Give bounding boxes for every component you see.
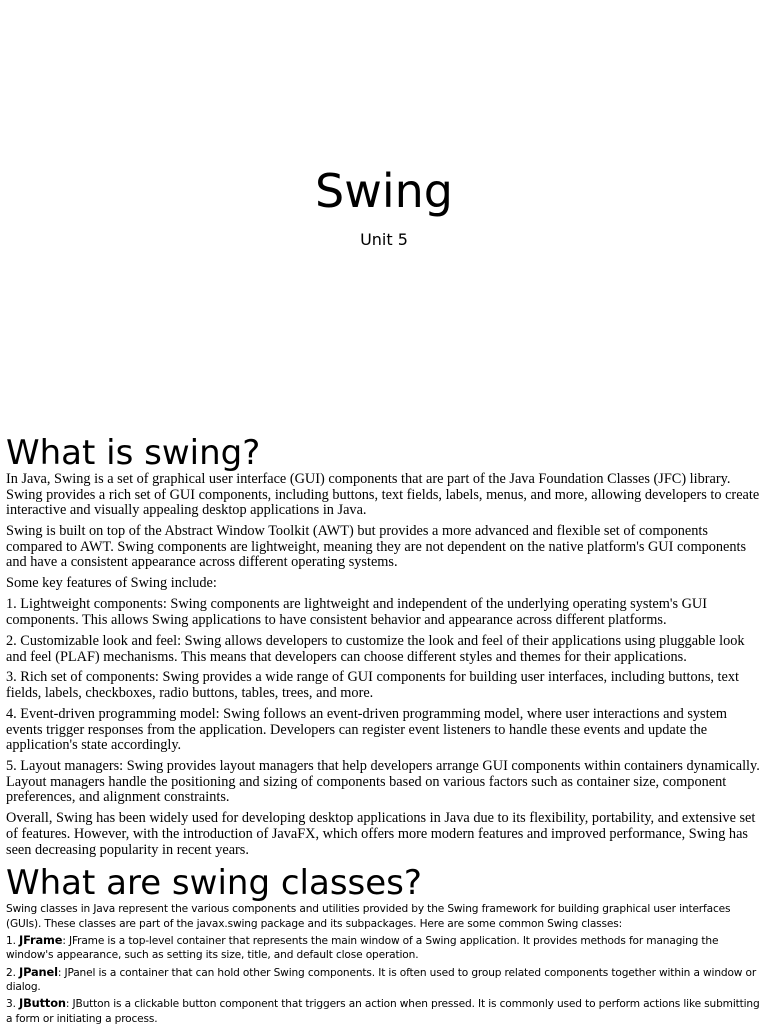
item-number: 3. bbox=[6, 998, 20, 1011]
paragraph: Swing classes in Java represent the various components and utilities provided by the Swing framework for building graphical user interfaces (GUIs). These classes are part of the javax.swing package and its subpackages. Here are some common Swing classes: bbox=[6, 903, 731, 930]
paragraph: In Java, Swing is a set of graphical user interface (GUI) components that are part of the Java Foundation Classes (JFC) library. Swing provides a rich set of GUI components, including buttons, text fields, labels, menus, and more, allowing developers to create interactive and visually appealing desktop applications in Java. bbox=[6, 471, 760, 519]
item-number: 1. bbox=[6, 934, 20, 947]
item-text: : JPanel is a container that can hold other Swing components. It is often used to group related components together within a window or dialog. bbox=[6, 966, 757, 994]
list-item: 2. Customizable look and feel: Swing allows developers to customize the look and feel of their applications using pluggable look and feel (PLAF) mechanisms. This means that developers can choose different styles and themes for their applications. bbox=[6, 632, 745, 665]
paragraph: Swing is built on top of the Abstract Window Toolkit (AWT) but provides a more advanced and flexible set of components compared to AWT. Swing components are lightweight, meaning they are not dependent on the native platform's GUI components and have a consistent appearance across different operating systems. bbox=[6, 523, 747, 571]
item-text: : JButton is a clickable button component that triggers an action when pressed. It is commonly used to perform actions like submitting a form or initiating a process. bbox=[6, 998, 760, 1024]
list-item bbox=[6, 933, 764, 963]
slide-heading: What is swing? bbox=[6, 433, 261, 473]
title-slide bbox=[0, 0, 768, 432]
list-item: 5. Layout managers: Swing provides layout managers that help developers arrange GUI components within containers dynamically. Layout managers handle the positioning and sizing of components based on various factors such as container size, component preferences, and alignment constraints. bbox=[6, 758, 760, 806]
swing-classes-slide bbox=[6, 864, 764, 1024]
list-item bbox=[6, 965, 764, 995]
slide-title: Swing bbox=[315, 164, 453, 218]
class-name: JPanel bbox=[19, 964, 58, 979]
class-name: JFrame bbox=[19, 932, 63, 947]
item-number: 2. bbox=[6, 966, 20, 979]
slide-subtitle: Unit 5 bbox=[360, 230, 408, 249]
class-name: JButton bbox=[19, 996, 66, 1011]
paragraph: Some key features of Swing include: bbox=[6, 575, 217, 592]
list-item: 3. Rich set of components: Swing provides a wide range of GUI components for building user interfaces, including buttons, text fields, labels, checkboxes, radio buttons, tables, trees, and more. bbox=[6, 669, 739, 702]
paragraph: Overall, Swing has been widely used for developing desktop applications in Java due to its flexibility, portability, and extensive set of features. However, with the introduction of JavaFX, which offers more modern features and improved performance, Swing has seen decreasing popularity in recent years. bbox=[6, 810, 756, 858]
what-is-swing-slide bbox=[6, 434, 764, 864]
list-item bbox=[6, 996, 764, 1024]
slide-heading: What are swing classes? bbox=[6, 863, 422, 903]
item-text: : JFrame is a top-level container that represents the main window of a Swing application. It provides methods for managing the window's appearance, such as setting its size, title, and default close operation. bbox=[6, 934, 719, 962]
list-item: 4. Event-driven programming model: Swing follows an event-driven programming model, where user interactions and system events trigger responses from the application. Developers can register event listeners to handle these events and update the application's state accordingly. bbox=[6, 706, 728, 754]
list-item: 1. Lightweight components: Swing components are lightweight and independent of the underlying operating system's GUI components. This allows Swing applications to have consistent behavior and appearance across different platforms. bbox=[6, 596, 708, 628]
